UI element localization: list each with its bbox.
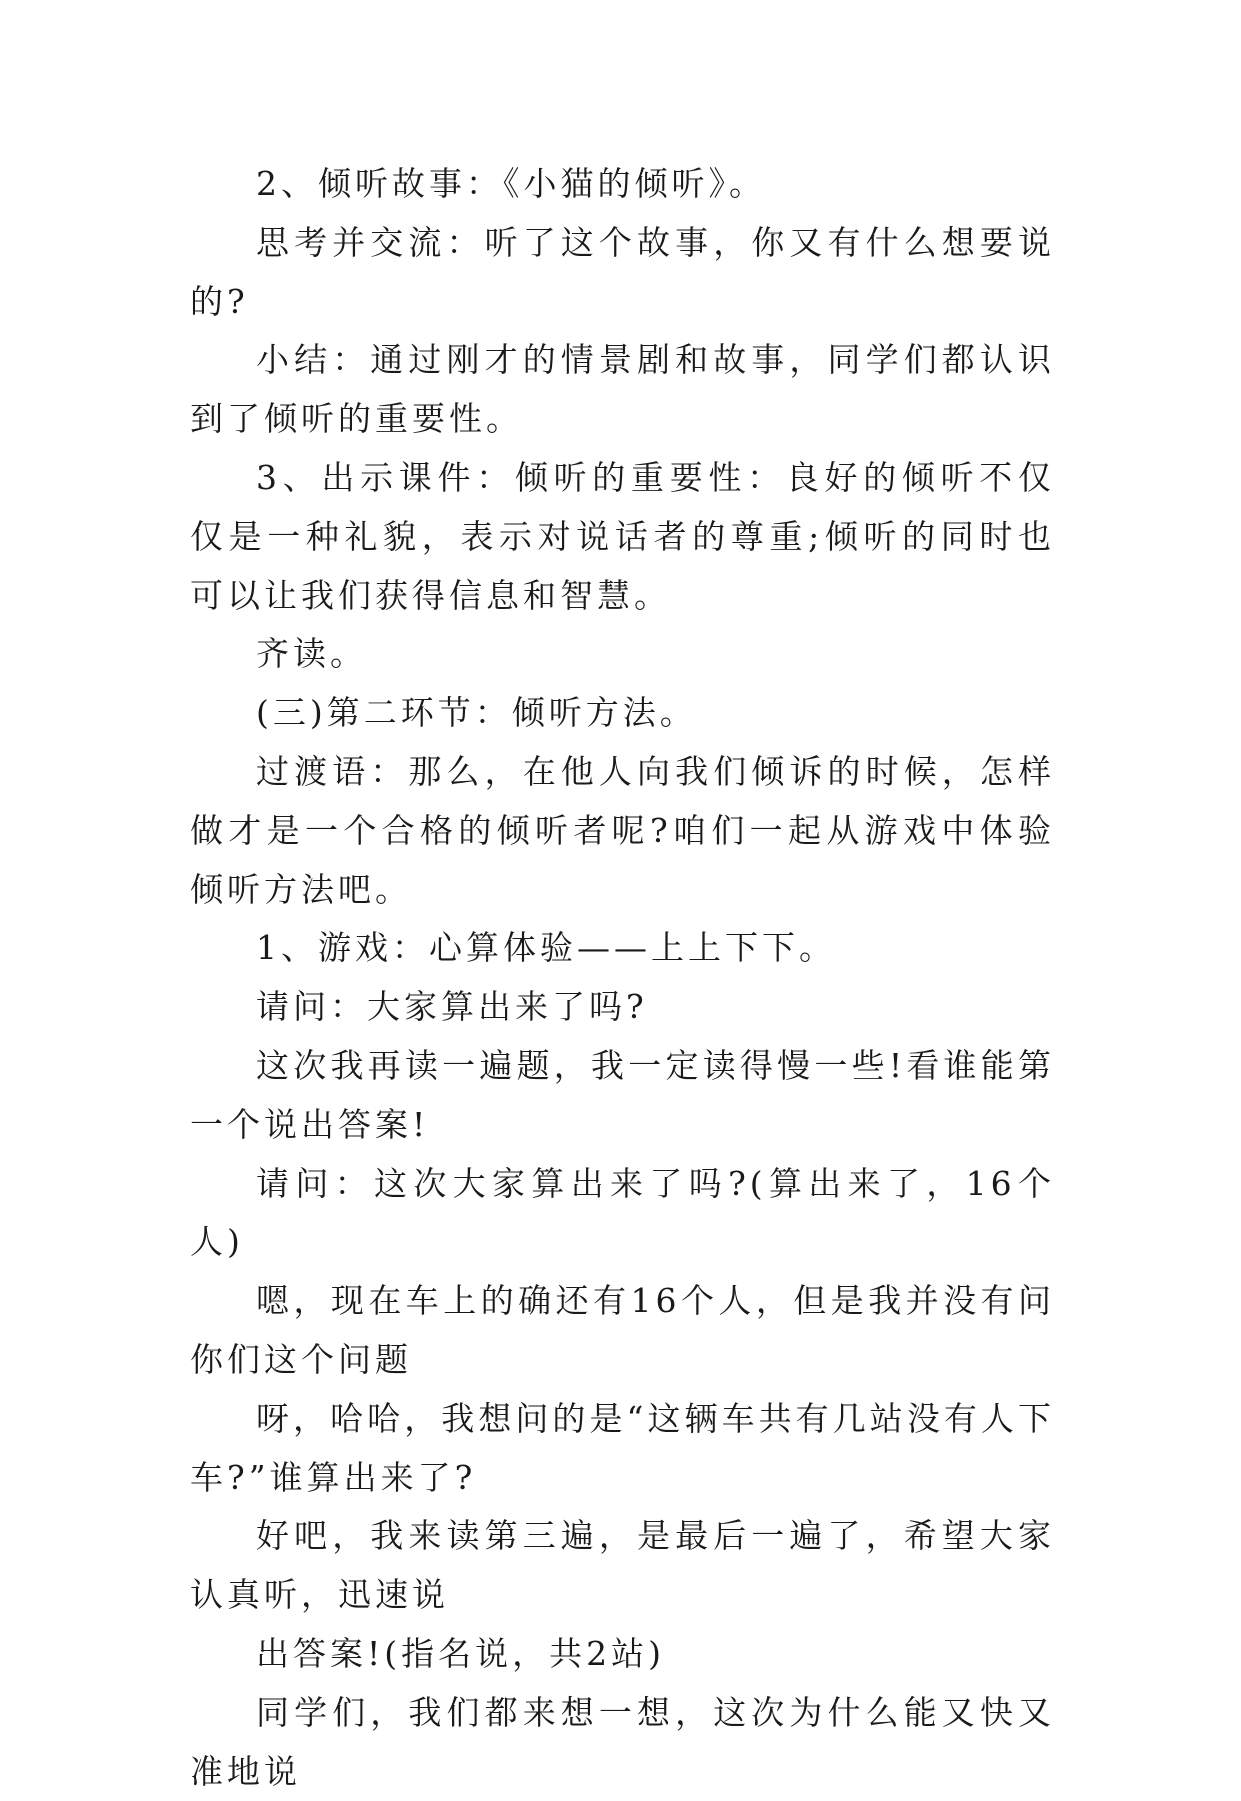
paragraph: 小结：通过刚才的情景剧和故事，同学们都认识到了倾听的重要性。 (190, 340, 1055, 439)
paragraph: 好吧，我来读第三遍，是最后一遍了，希望大家认真听，迅速说 (190, 1516, 1055, 1615)
paragraph: 3、出示课件：倾听的重要性：良好的倾听不仅仅是一种礼貌，表示对说话者的尊重;倾听的同时也可以让我们获得信息和智慧。 (190, 457, 1055, 615)
paragraph: 出答案!(指名说，共2站) (256, 1633, 666, 1673)
paragraph: 这次我再读一遍题，我一定读得慢一些!看谁能第一个说出答案! (190, 1045, 1055, 1144)
paragraph: 齐读。 (256, 634, 367, 674)
section-heading: (三)第二环节：倾听方法。 (256, 693, 697, 733)
document-body (190, 155, 1055, 1801)
paragraph: 过渡语：那么，在他人向我们倾诉的时候，怎样做才是一个合格的倾听者呢?咱们一起从游戏中体验倾听方法吧。 (190, 751, 1055, 909)
paragraph: 请问：大家算出来了吗? (256, 987, 648, 1027)
paragraph: 思考并交流：听了这个故事，你又有什么想要说的? (190, 222, 1055, 321)
paragraph: 2、倾听故事：《小猫的倾听》。 (256, 164, 766, 203)
paragraph: 同学们，我们都来想一想，这次为什么能又快又准地说 (190, 1692, 1055, 1791)
paragraph: 呀，哈哈，我想问的是“这辆车共有几站没有人下车?”谁算出来了? (190, 1398, 1055, 1497)
paragraph: 嗯，现在车上的确还有16个人，但是我并没有问你们这个问题 (190, 1281, 1055, 1379)
paragraph: 请问：这次大家算出来了吗?(算出来了，16个人) (190, 1163, 1055, 1262)
paragraph: 1、游戏：心算体验——上上下下。 (256, 928, 836, 968)
